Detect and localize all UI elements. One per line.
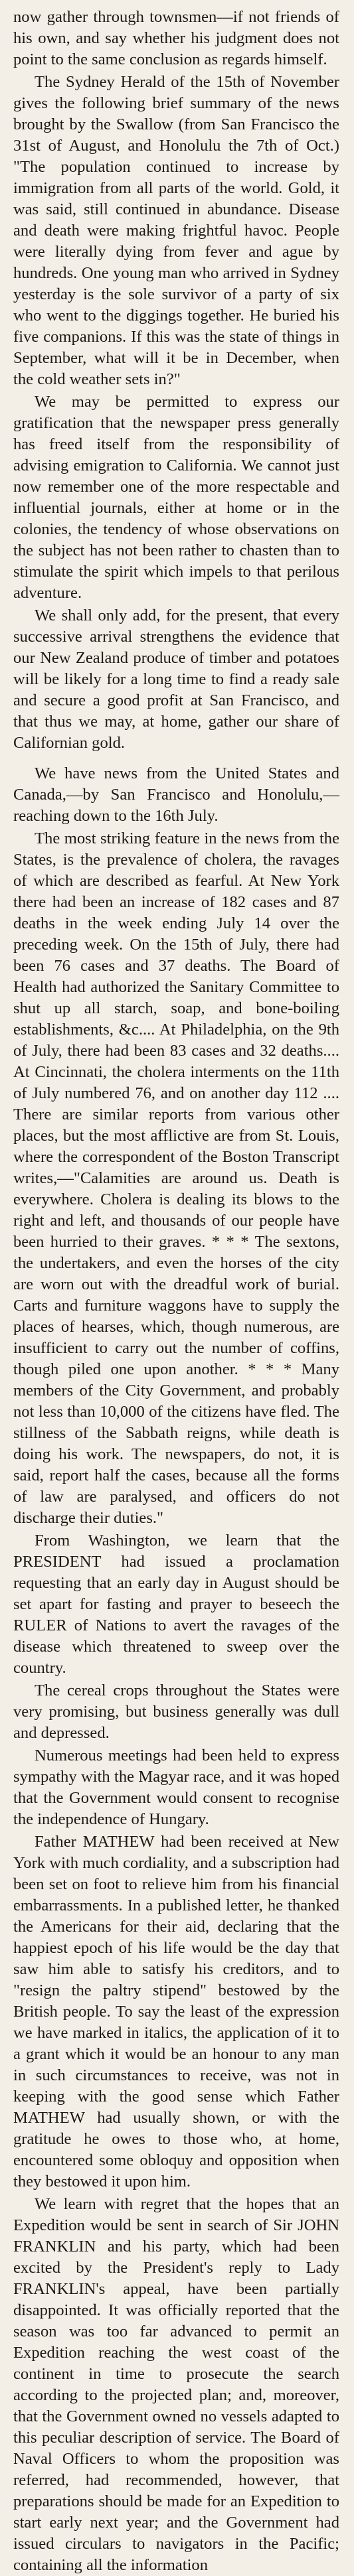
paragraph-father-mathew: Father MATHEW had been received at New York with much cordiality, and a subscription had been set on foot to relieve him from his financial embarrassments. In a published letter, he thanked the Americans for their aid, declaring that the happiest epoch of his life would be the day that saw him able to satisfy his creditors, and to "resign the paltry stipend" bestowed by the British people. To say the least of the expression we have marked in italics, the application of it to a grant which it would be an honour to any man in such circumstances to receive, was not in keeping with the good sense which Father MATHEW had usually shown, or with the gratitude he owes to those who, at home, encountered some obloquy and opposition when they bestowed it upon him. bbox=[13, 1833, 339, 2190]
paragraph-press-gratification: We may be permitted to express our gratification that the newspaper press generally has freed itself from the responsibility of advising emigration to California. We cannot just now remember one of the more respectable and influential journals, either at home or in the colonies, the tendency of whose observations on the subject has not been rather to chasten than to stimulate the spirit which impels to that perilous adventure. bbox=[13, 393, 339, 602]
paragraph-cholera: The most striking feature in the news from the States, is the prevalence of cholera, the ravages of which are described as fearful. At New York there had been an increase of 182 cases and 87 deaths in the week ending July 14 over the preceding week. On the 15th of July, there had been 76 cases and 37 deaths. The Board of Health had authorized the Sanitary Committee to shut up all starch, soap, and bone-boiling establishments, &c.... At Philadelphia, on the 9th of July, there had been 83 cases and 32 deaths.... At Cincinnati, the cholera interments on the 11th of July numbered 76, and on another day 112 .... There are similar reports from various other places, but the most afflictive are from St. Louis, where the correspondent of the Boston Transcript writes,—"Calamities are around us. Death is everywhere. Cholera is dealing its blows to the right and left, and thousands of our people have been hurried to their graves. * * * The sextons, the undertakers, and even the horses of the city are worn out with the dreadful work of burial. Carts and furniture waggons have to supply the places of hearses, which, though numerous, are insufficient to carry out the number of coffins, though piled one upon another. * * * Many members of the City Government, and probably not less than 10,000 of the citizens have fled. The stillness of the Sabbath reigns, while death is doing his work. The newspapers, do not, it is said, report half the cases, because all the forms of law are paralysed, and officers do not discharge their duties." bbox=[13, 829, 339, 1527]
paragraph-magyar-meetings: Numerous meetings had been held to express sympathy with the Magyar race, and it was hoped that the Government would consent to recognise the independence of Hungary. bbox=[13, 1747, 339, 1828]
paragraph-franklin-expedition: We learn with regret that the hopes that an Expedition would be sent in search of Sir JOHN FRANKLIN and his party, which had been excited by the President's reply to Lady FRANKLIN's appeal, have been partially disappointed. It was officially reported that the season was too far advanced to permit an Expedition reaching the west coast of the continent in time to prosecute the search according to the projected plan; and, moreover, that the Government owned no vessels adapted to this peculiar description of service. The Board of Naval Officers to whom the proposition was referred, had recommended, however, that preparations should be made for an Expedition to start early next year; and the Government had issued circulars to navigators in the Pacific; containing all the information bbox=[13, 2195, 339, 2574]
paragraph-cereal-crops: The cereal crops throughout the States were very promising, but business generally was dull and depressed. bbox=[13, 1682, 339, 1742]
paragraph-1: now gather through townsmen—if not friends of his own, and say whether his judgment does not point to the same conclusion as regards himself. bbox=[13, 8, 339, 68]
paragraph-washington-proclamation: From Washington, we learn that the PRESIDENT had issued a proclamation requesting that an early day in August should be set apart for fasting and prayer to beseech the RULER of Nations to avert the ravages of the disease which threatened to sweep over the country. bbox=[13, 1532, 339, 1677]
paragraph-us-canada-news: We have news from the United States and Canada,—by San Francisco and Honolulu,—reaching down to the 16th July. bbox=[13, 764, 339, 825]
paragraph-sydney-herald: The Sydney Herald of the 15th of November gives the following brief summary of the news brought by the Swallow (from San Francisco the 31st of August, and Honolulu the 7th of Oct.) "The population continued to increase by immigration from all parts of the world. Gold, it was said, still continued in abundance. Disease and death were making frightful havoc. People were literally dying from fever and ague by hundreds. One young man who arrived in Sydney yesterday is the sole survivor of a party of six who went to the diggings together. He buried his five companions. If this was the state of things in September, what will it be in December, when the cold weather sets in?" bbox=[13, 73, 339, 388]
paragraph-californian-gold: We shall only add, for the present, that every successive arrival strengthens the evidence that our New Zealand produce of timber and potatoes will be likely for a long time to find a ready sale and secure a good profit at San Francisco, and that thus we may, at home, gather our share of Californian gold. bbox=[13, 607, 339, 752]
